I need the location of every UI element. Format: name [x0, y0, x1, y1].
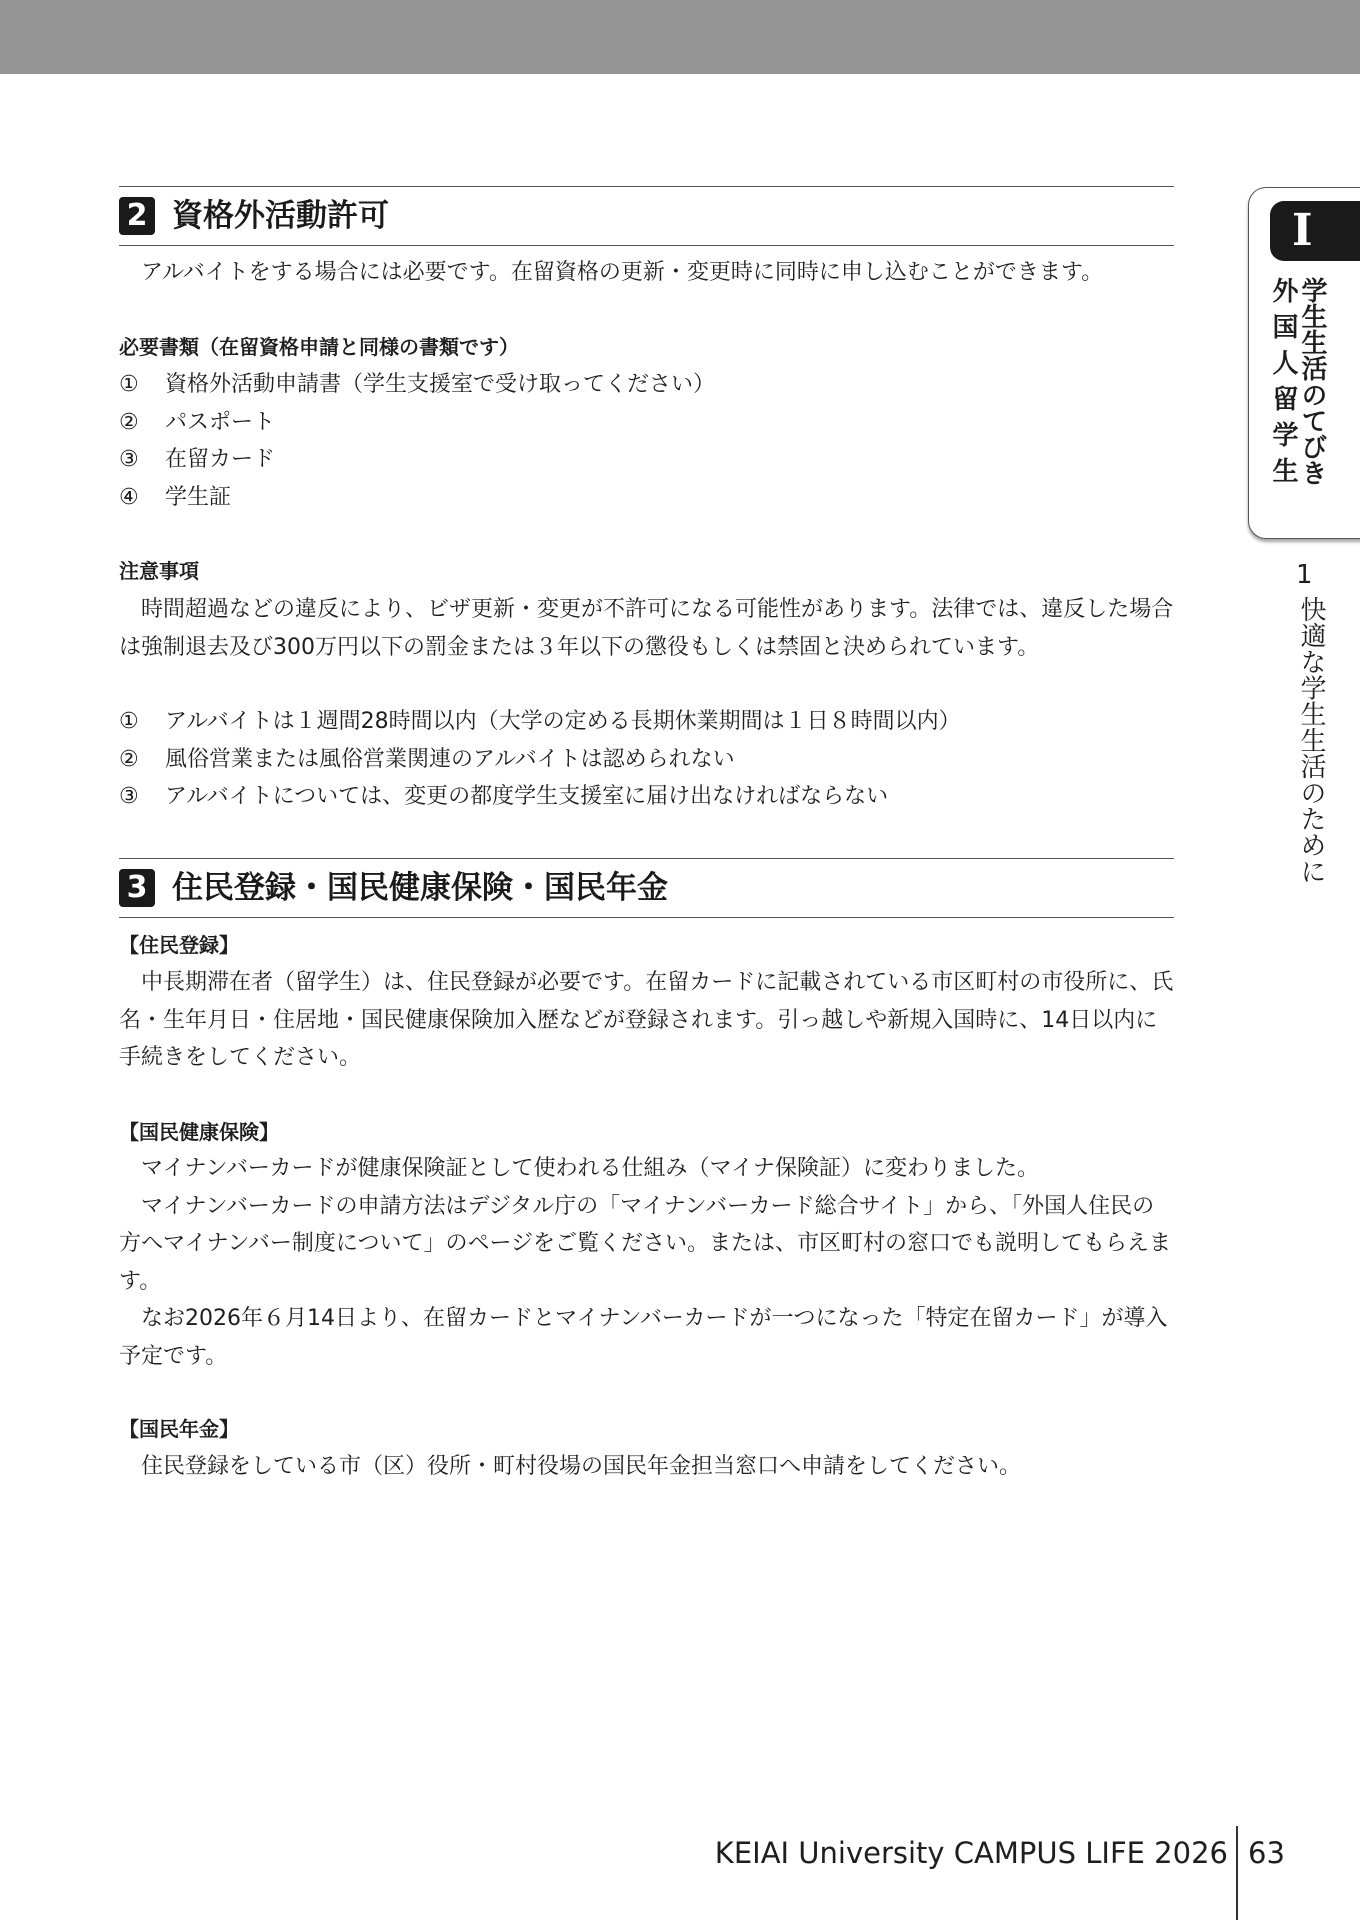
footer-title: KEIAI University CAMPUS LIFE 2026 [714, 1836, 1228, 1870]
list-item: ② 風俗営業または風俗営業関連のアルバイトは認められない [119, 746, 735, 772]
list-item: ③ アルバイトについては、変更の都度学生支援室に届け出なければならない [119, 784, 889, 809]
national-pension-heading: 【国民年金】 [119, 1417, 239, 1441]
list-item: ② パスポート [119, 409, 276, 435]
section-heading [119, 186, 1174, 246]
list-item: ① アルバイトは１週間28時間以内（大学の定める長期休業期間は１日８時間以内） [119, 709, 961, 734]
resident-registration-heading: 【住民登録】 [119, 933, 239, 957]
required-docs-heading: 必要書類（在留資格申請と同様の書類です） [119, 335, 519, 359]
section-registration-insurance-pension [119, 858, 1174, 918]
list-item: ① 資格外活動申請書（学生支援室で受け取ってください） [119, 372, 716, 397]
rules-list [119, 703, 1174, 816]
section-title: 住民登録・国民健康保険・国民年金 [172, 870, 668, 906]
required-docs-list [119, 366, 1174, 516]
health-insurance-heading: 【国民健康保険】 [119, 1120, 279, 1144]
top-bar [0, 0, 1360, 74]
tab-audience: 外国人留学生 [1268, 277, 1298, 493]
health-insurance-paragraph: マイナンバーカードの申請方法はデジタル庁の「マイナンバーカード総合サイト」から、「外国人住民の方へマイナンバー制度について」のページをご覧ください。または、市区町村の窓口でも説明してもらえます。 [119, 1193, 1172, 1294]
notes-heading: 注意事項 [119, 559, 199, 583]
section-heading [119, 858, 1174, 918]
work-permit-intro: アルバイトをする場合には必要です。在留資格の更新・変更時に同時に申し込むことができます。 [141, 260, 1104, 285]
section-number: 3 [119, 869, 155, 907]
list-item: ④ 学生証 [119, 484, 232, 510]
chapter-title: 快適な学生生活のために [1296, 596, 1326, 885]
section-title: 資格外活動許可 [172, 198, 389, 234]
resident-registration-paragraph: 中長期滞在者（留学生）は、住民登録が必要です。在留カードに記載されている市区町村の市役所に、氏名・生年月日・住居地・国民健康保険加入歴などが登録されます。引っ越しや新規入国時に、14日以内に手続きをしてください。 [119, 970, 1174, 1070]
page-number: 63 [1248, 1836, 1285, 1870]
national-pension-paragraph: 住民登録をしている市（区）役所・町村役場の国民年金担当窓口へ申請をしてください。 [141, 1454, 1022, 1479]
tab-guide-title: 学生生活のてびき [1297, 277, 1327, 486]
health-insurance-paragraph: なお2026年６月14日より、在留カードとマイナンバーカードが一つになった「特定在留カード」が導入予定です。 [119, 1306, 1168, 1369]
list-item: ③ 在留カード [119, 447, 276, 472]
health-insurance-paragraph: マイナンバーカードが健康保険証として使われる仕組み（マイナ保険証）に変わりました。 [141, 1156, 1040, 1181]
health-insurance-body [119, 1150, 1174, 1375]
chapter-number: 1 [1296, 560, 1313, 590]
section-number: 2 [119, 197, 155, 235]
section-work-permit [119, 186, 1174, 246]
notes-paragraph: 時間超過などの違反により、ビザ更新・変更が不許可になる可能性があります。法律では、違反した場合は強制退去及び300万円以下の罰金または３年以下の懲役もしくは禁固と決められています。 [119, 597, 1174, 660]
footer-divider [1236, 1826, 1238, 1920]
chapter-roman-numeral: I [1270, 201, 1360, 261]
